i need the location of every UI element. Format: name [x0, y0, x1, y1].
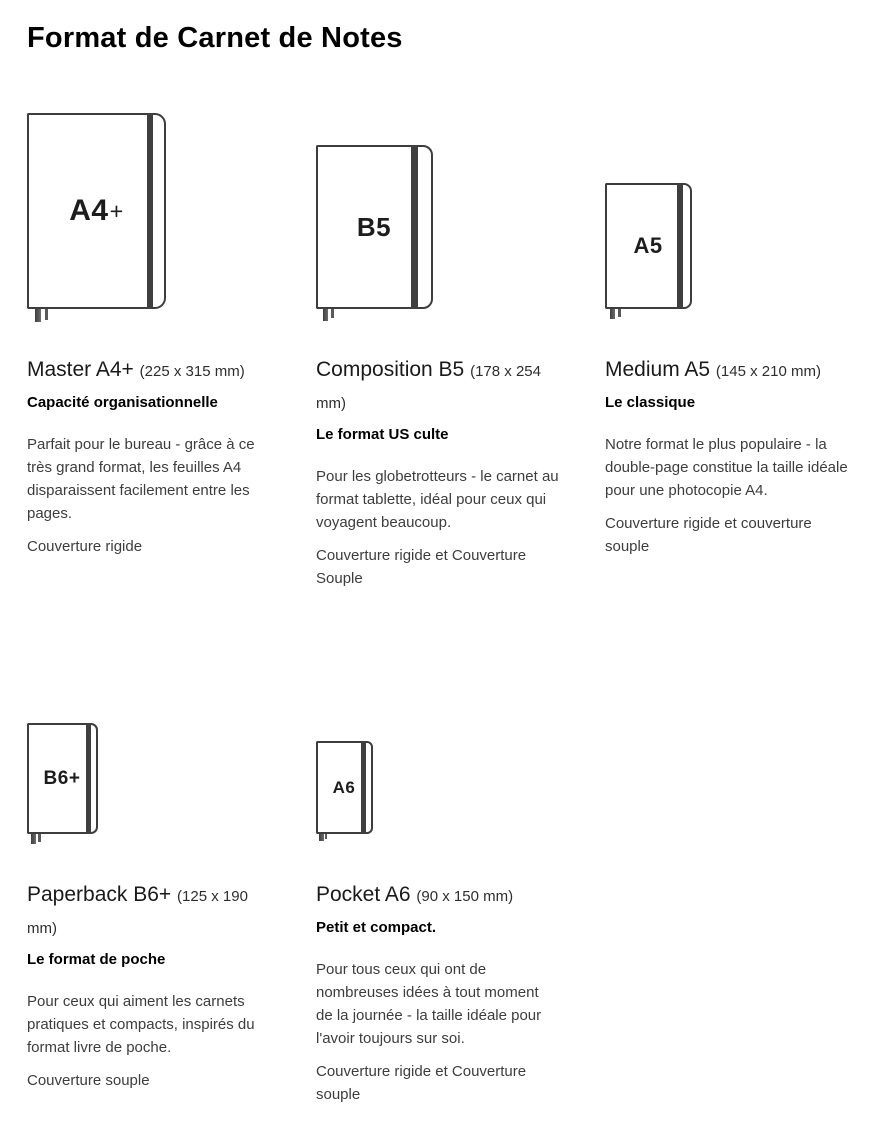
format-size: (90 x 150 mm)	[416, 888, 514, 905]
format-size: (145 x 210 mm)	[715, 363, 821, 380]
notebook-illustration-a5	[605, 183, 692, 309]
format-tagline: Le format US culte	[316, 426, 449, 443]
size-label-suffix: +	[109, 197, 124, 224]
format-description: Pour ceux qui aiment les carnets pratiques et compacts, inspirés du format livre de poche.	[27, 993, 255, 1056]
format-card-text	[605, 355, 855, 558]
format-heading	[605, 355, 855, 387]
notebook-illustration-b5	[316, 145, 433, 309]
notebook-size-label	[316, 741, 373, 834]
format-name: Paperback B6+	[27, 883, 172, 906]
format-tagline: Le classique	[605, 394, 696, 411]
notebook-figure	[316, 55, 566, 309]
notebook-size-label	[605, 183, 692, 309]
format-cover-options: Couverture souple	[27, 1072, 150, 1089]
format-card-medium-a5	[605, 55, 855, 558]
format-tagline: Le format de poche	[27, 951, 166, 968]
notebook-figure	[27, 55, 277, 309]
format-cover-options: Couverture rigide et Couverture souple	[316, 1063, 527, 1103]
notebook-figure	[316, 714, 566, 834]
size-label-text: B5	[356, 211, 392, 242]
format-card-text	[27, 880, 277, 1092]
notebook-size-label	[27, 113, 166, 309]
format-cover-options: Couverture rigide et couverture souple	[605, 515, 812, 555]
format-card-composition-b5	[316, 55, 566, 590]
formats-row-1	[27, 55, 863, 590]
format-heading	[27, 880, 277, 944]
size-label-text: B6+	[43, 767, 81, 789]
notebook-size-label	[316, 145, 433, 309]
notebook-illustration-a4plus	[27, 113, 166, 309]
format-heading	[316, 880, 552, 912]
format-card-text	[27, 355, 277, 558]
bookmark-ribbon-icon	[35, 307, 41, 322]
format-description: Notre format le plus populaire - la double-page constitue la taille idéale pour une photocopie A4.	[605, 436, 848, 499]
format-cover-options: Couverture rigide	[27, 538, 143, 555]
page-title: Format de Carnet de Notes	[27, 22, 403, 54]
format-name: Composition B5	[316, 358, 465, 381]
format-heading	[27, 355, 277, 387]
format-description: Pour les globetrotteurs - le carnet au format tablette, idéal pour ceux qui voyagent beaucoup.	[316, 468, 559, 531]
formats-row-2	[27, 714, 863, 1106]
format-card-text	[316, 355, 566, 590]
format-heading	[316, 355, 566, 419]
size-label-text: A4	[69, 194, 109, 227]
format-card-pocket-a6	[316, 714, 566, 1106]
format-name: Master A4+	[27, 358, 134, 381]
notebook-size-label	[27, 723, 98, 834]
notebook-figure	[605, 55, 855, 309]
format-card-paperback-b6plus	[27, 714, 277, 1092]
format-name: Pocket A6	[316, 883, 411, 906]
format-description: Parfait pour le bureau - grâce à ce très grand format, les feuilles A4 disparaissent facilement entre les pages.	[27, 436, 255, 522]
format-name: Medium A5	[605, 358, 711, 381]
format-tagline: Petit et compact.	[316, 919, 437, 936]
bookmark-ribbon-icon	[323, 307, 328, 321]
format-tagline: Capacité organisationnelle	[27, 394, 218, 411]
notebook-figure	[27, 714, 277, 834]
format-description: Pour tous ceux qui ont de nombreuses idées à tout moment de la journée - la taille idéale pour l'avoir toujours sur soi.	[316, 961, 542, 1047]
format-card-master-a4plus	[27, 55, 277, 558]
format-card-text	[316, 880, 552, 1106]
size-label-text: A6	[332, 777, 356, 797]
format-cover-options: Couverture rigide et Couverture Souple	[316, 547, 527, 587]
format-size: (178 x 254 mm)	[316, 363, 541, 412]
size-label-text: A5	[633, 233, 663, 258]
format-size: (225 x 315 mm)	[139, 363, 245, 380]
notebook-illustration-b6plus	[27, 723, 98, 834]
format-size: (125 x 190 mm)	[27, 888, 248, 937]
notebook-illustration-a6	[316, 741, 373, 834]
